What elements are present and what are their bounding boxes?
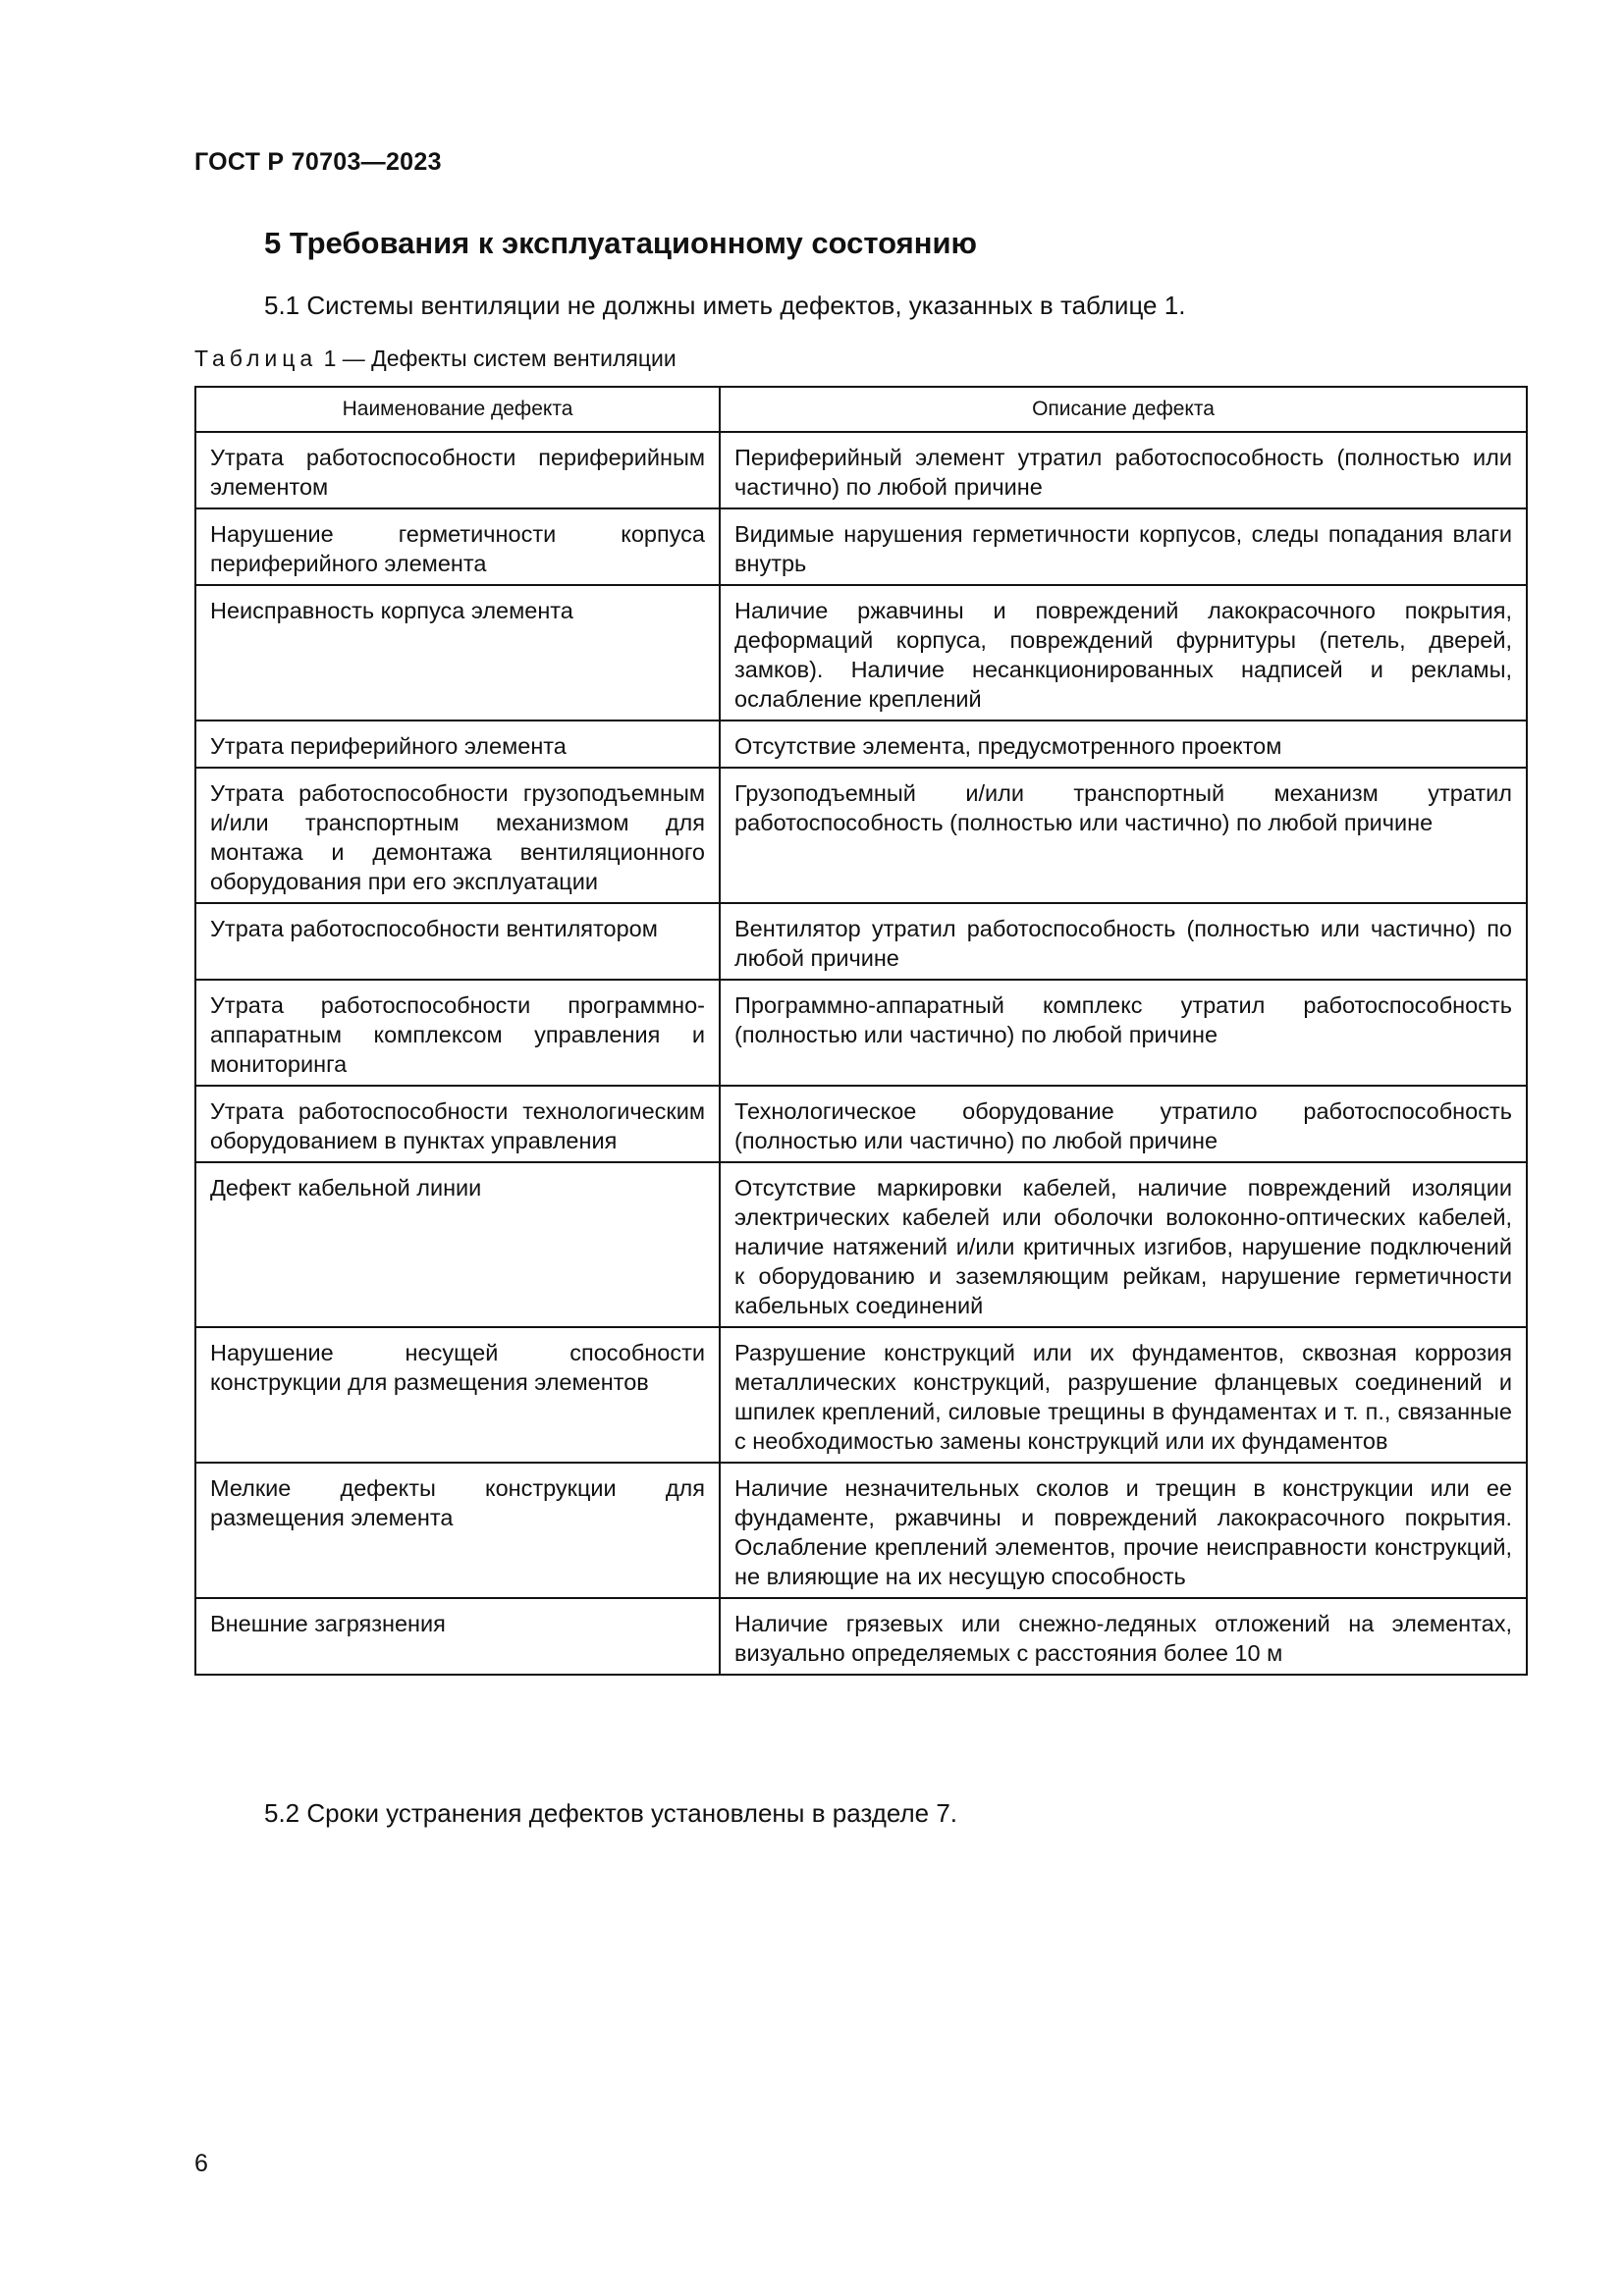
defect-name-cell: Утрата работоспособности грузоподъемным и/или транспортным механизмом для монтажа и демонтажа вентиляционного оборудования при его эксплуатации [195, 768, 720, 903]
defect-name-cell: Неисправность корпуса элемента [195, 585, 720, 721]
defect-description-cell: Технологическое оборудование утратило работоспособность (полностью или частично) по любой причине [720, 1086, 1527, 1162]
defect-description-cell: Разрушение конструкций или их фундаментов, сквозная коррозия металлических конструкций, разрушение фланцевых соединений и шпилек креплений, силовые трещины в фундаментах и т. п., связанные с необходимостью замены конструкций или их фундаментов [720, 1327, 1527, 1463]
table-row [195, 432, 1527, 508]
defect-description-cell: Периферийный элемент утратил работоспособность (полностью или частично) по любой причине [720, 432, 1527, 508]
column-header-description: Описание дефекта [720, 387, 1527, 432]
defect-description-cell: Наличие грязевых или снежно-ледяных отложений на элементах, визуально определяемых с расстояния более 10 м [720, 1598, 1527, 1675]
defect-name-cell: Утрата работоспособности периферийным элементом [195, 432, 720, 508]
paragraph-5-2: 5.2 Сроки устранения дефектов установлены в разделе 7. [264, 1798, 958, 1828]
defect-description-cell: Грузоподъемный и/или транспортный механизм утратил работоспособность (полностью или частично) по любой причине [720, 768, 1527, 903]
defect-name-cell: Нарушение герметичности корпуса периферийного элемента [195, 508, 720, 585]
table-row [195, 585, 1527, 721]
defect-description-cell: Отсутствие элемента, предусмотренного проектом [720, 721, 1527, 768]
table-header-row [195, 387, 1527, 432]
table-row [195, 1463, 1527, 1598]
defect-name-cell: Нарушение несущей способности конструкции для размещения элементов [195, 1327, 720, 1463]
table-row [195, 980, 1527, 1086]
table-row [195, 903, 1527, 980]
table-row [195, 1162, 1527, 1327]
defect-description-cell: Вентилятор утратил работоспособность (полностью или частично) по любой причине [720, 903, 1527, 980]
defect-name-cell: Мелкие дефекты конструкции для размещения элемента [195, 1463, 720, 1598]
table-caption-label: Таблица [194, 346, 318, 371]
defect-name-cell: Утрата работоспособности технологическим оборудованием в пунктах управления [195, 1086, 720, 1162]
defect-name-cell: Дефект кабельной линии [195, 1162, 720, 1327]
table-row [195, 1327, 1527, 1463]
defect-name-cell: Внешние загрязнения [195, 1598, 720, 1675]
defects-table [194, 386, 1528, 1676]
table-row [195, 1086, 1527, 1162]
column-header-name: Наименование дефекта [195, 387, 720, 432]
defect-name-cell: Утрата периферийного элемента [195, 721, 720, 768]
paragraph-5-1: 5.1 Системы вентиляции не должны иметь дефектов, указанных в таблице 1. [264, 291, 1186, 320]
table-caption [194, 346, 677, 372]
defect-description-cell: Программно-аппаратный комплекс утратил работоспособность (полностью или частично) по любой причине [720, 980, 1527, 1086]
table-row [195, 768, 1527, 903]
defect-description-cell: Видимые нарушения герметичности корпусов, следы попадания влаги внутрь [720, 508, 1527, 585]
table-row [195, 1598, 1527, 1675]
table-caption-text: 1 — Дефекты систем вентиляции [323, 346, 677, 371]
defect-description-cell: Наличие незначительных сколов и трещин в конструкции или ее фундаменте, ржавчины и повреждений лакокрасочного покрытия. Ослабление креплений элементов, прочие неисправности конструкций, не влияющие на их несущую способность [720, 1463, 1527, 1598]
page-number: 6 [194, 2150, 208, 2177]
table-row [195, 721, 1527, 768]
table-row [195, 508, 1527, 585]
defect-description-cell: Наличие ржавчины и повреждений лакокрасочного покрытия, деформаций корпуса, повреждений фурнитуры (петель, дверей, замков). Наличие несанкционированных надписей и рекламы, ослабление креплений [720, 585, 1527, 721]
defect-name-cell: Утрата работоспособности программно-аппаратным комплексом управления и мониторинга [195, 980, 720, 1086]
defect-name-cell: Утрата работоспособности вентилятором [195, 903, 720, 980]
section-title: 5 Требования к эксплуатационному состоянию [264, 226, 977, 260]
document-header: ГОСТ Р 70703—2023 [194, 148, 442, 176]
defect-description-cell: Отсутствие маркировки кабелей, наличие повреждений изоляции электрических кабелей или оболочки волоконно-оптических кабелей, наличие натяжений и/или критичных изгибов, нарушение подключений к оборудованию и заземляющим рейкам, нарушение герметичности кабельных соединений [720, 1162, 1527, 1327]
